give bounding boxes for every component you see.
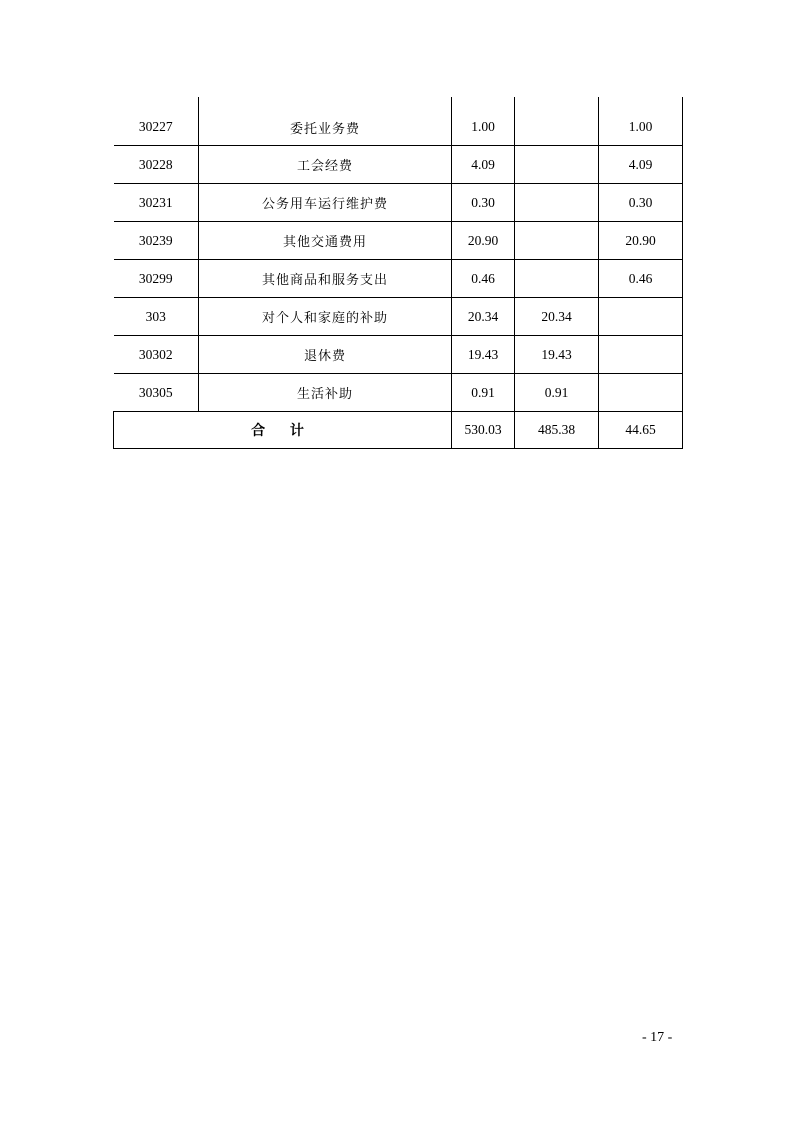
row-project: 1.00 xyxy=(599,97,683,146)
row-basic: 0.91 xyxy=(515,374,599,412)
row-name: 委托业务费 xyxy=(199,97,452,146)
row-project: 0.46 xyxy=(599,260,683,298)
row-basic: 19.43 xyxy=(515,336,599,374)
table-row xyxy=(114,97,683,146)
total-row xyxy=(114,412,683,449)
row-total: 19.43 xyxy=(452,336,515,374)
row-name: 其他商品和服务支出 xyxy=(199,260,452,298)
row-basic xyxy=(515,97,599,146)
row-total: 0.46 xyxy=(452,260,515,298)
row-name: 其他交通费用 xyxy=(199,222,452,260)
row-total: 20.34 xyxy=(452,298,515,336)
row-code: 30228 xyxy=(114,146,199,184)
table-row xyxy=(114,184,683,222)
row-name: 退休费 xyxy=(199,336,452,374)
row-name: 公务用车运行维护费 xyxy=(199,184,452,222)
row-basic xyxy=(515,184,599,222)
row-name: 对个人和家庭的补助 xyxy=(199,298,452,336)
row-total: 0.91 xyxy=(452,374,515,412)
row-basic xyxy=(515,222,599,260)
row-total: 1.00 xyxy=(452,97,515,146)
row-code: 30302 xyxy=(114,336,199,374)
row-code: 303 xyxy=(114,298,199,336)
page-number: - 17 - xyxy=(642,1030,673,1045)
row-total: 20.90 xyxy=(452,222,515,260)
row-name: 工会经费 xyxy=(199,146,452,184)
row-project xyxy=(599,298,683,336)
total-project: 44.65 xyxy=(599,412,683,449)
total-label: 合 计 xyxy=(114,412,452,449)
row-total: 4.09 xyxy=(452,146,515,184)
row-code: 30299 xyxy=(114,260,199,298)
table-row xyxy=(114,298,683,336)
row-basic: 20.34 xyxy=(515,298,599,336)
table-row xyxy=(114,222,683,260)
row-project: 4.09 xyxy=(599,146,683,184)
total-amount: 530.03 xyxy=(452,412,515,449)
row-project xyxy=(599,374,683,412)
row-basic xyxy=(515,260,599,298)
table-row xyxy=(114,260,683,298)
row-code: 30231 xyxy=(114,184,199,222)
table-row xyxy=(114,146,683,184)
row-code: 30239 xyxy=(114,222,199,260)
expenditure-table-container xyxy=(113,97,683,449)
row-code: 30227 xyxy=(114,97,199,146)
expenditure-table xyxy=(113,97,683,449)
row-basic xyxy=(515,146,599,184)
row-total: 0.30 xyxy=(452,184,515,222)
row-project: 0.30 xyxy=(599,184,683,222)
table-row xyxy=(114,336,683,374)
table-row xyxy=(114,374,683,412)
row-code: 30305 xyxy=(114,374,199,412)
row-project xyxy=(599,336,683,374)
row-project: 20.90 xyxy=(599,222,683,260)
row-name: 生活补助 xyxy=(199,374,452,412)
total-basic: 485.38 xyxy=(515,412,599,449)
